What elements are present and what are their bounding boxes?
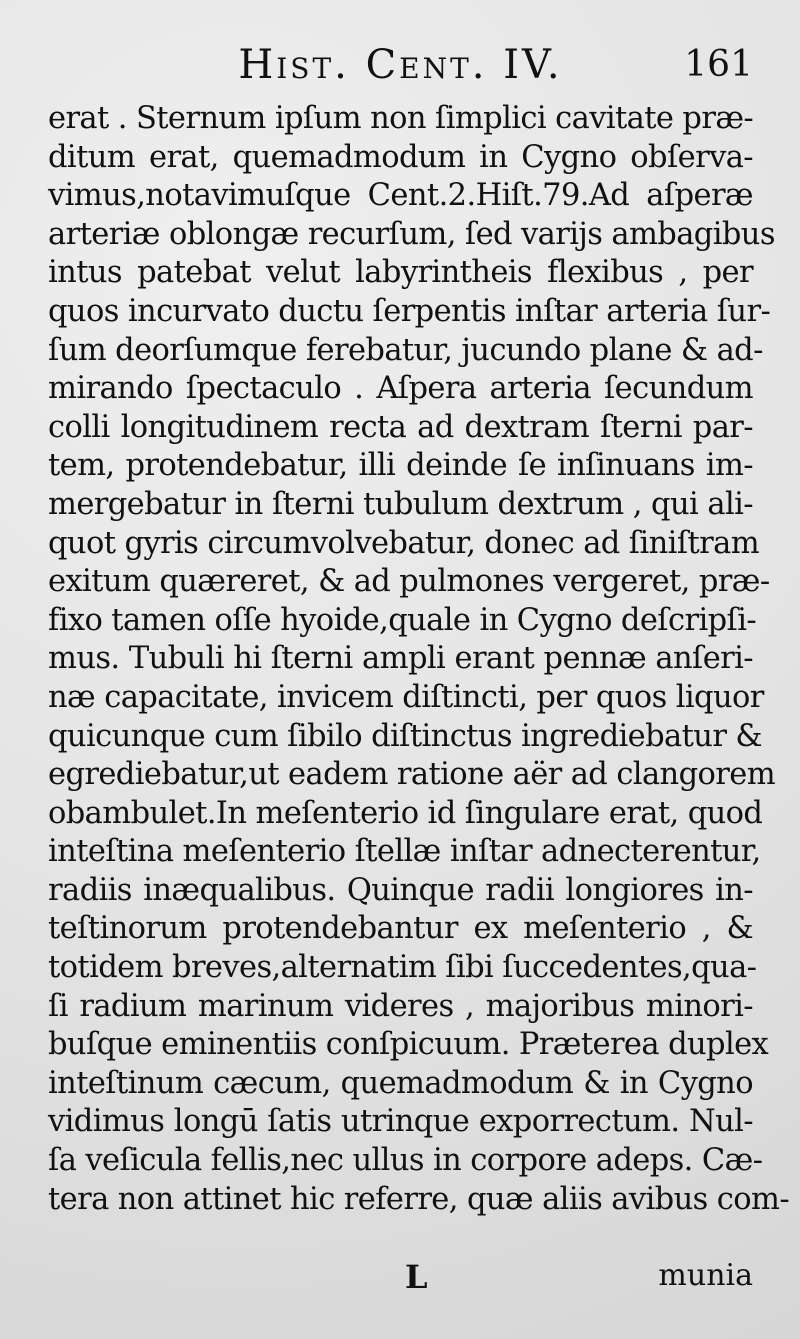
text-line: exitum quæreret, & ad pulmones vergeret, præ- <box>48 564 770 600</box>
text-line: tem, protendebatur, illi deinde ſe inſinuans im- <box>48 448 753 484</box>
text-line: quot gyris circumvolvebatur, donec ad ſiniſtram <box>48 525 760 561</box>
text-line: obambulet.In meſenterio id ſingulare erat, quod <box>48 795 763 831</box>
text-line: næ capacitate, invicem diſtincti, per quos liquor <box>48 679 764 715</box>
page-footer <box>48 1258 753 1298</box>
text-line: ſi radium marinum videres , majoribus minori- <box>48 988 753 1024</box>
text-line: ſum deorſumque ferebatur, jucundo plane & ad- <box>48 332 763 368</box>
running-head <box>48 42 753 92</box>
text-line: mirando ſpectaculo . Aſpera arteria ſecundum <box>48 371 753 407</box>
body-text <box>48 100 790 1219</box>
text-line: radiis inæqualibus. Quinque radii longiores in- <box>48 872 753 908</box>
text-line: erat . Sternum ipſum non ſimplici cavitate præ- <box>48 101 754 136</box>
text-line: egrediebatur,ut eadem ratione aër ad clangorem <box>48 757 776 793</box>
text-line: mergebatur in ſterni tubulum dextrum , qui ali- <box>48 486 753 522</box>
text-line: mus. Tubuli hi ſterni ampli erant pennæ anſeri- <box>48 641 753 677</box>
text-line: arteriæ oblongæ recurſum, ſed varijs ambagibus <box>48 216 775 252</box>
page-number: 161 <box>684 44 753 85</box>
text-line: teſtinorum protendebantur ex meſenterio , & <box>48 911 753 947</box>
text-line: intus patebat velut labyrintheis flexibus , per <box>48 255 753 291</box>
signature-mark: L <box>405 1258 428 1296</box>
text-line: ſa veſicula fellis,nec ullus in corpore adeps. Cæ- <box>48 1143 763 1179</box>
text-line: colli longitudinem recta ad dextram ſterni par- <box>48 409 753 445</box>
text-line: quicunque cum ſibilo diſtinctus ingrediebatur & <box>48 718 762 754</box>
text-line: inteſtina meſenterio ſtellæ inſtar adnecterentur, <box>48 834 761 870</box>
running-title: Hist. Cent. IV. <box>238 42 563 88</box>
text-line: vidimus longū ſatis utrinque exporrectum. Nul- <box>48 1104 753 1140</box>
text-line: fixo tamen oſſe hyoide,quale in Cygno deſcripſi- <box>48 602 757 638</box>
text-line: quos incurvato ductu ſerpentis inſtar arteria ſur- <box>48 293 771 329</box>
text-line: tera non attinet hic referre, quæ aliis avibus com- <box>48 1181 790 1217</box>
text-line: totidem breves,alternatim ſibi ſuccedentes,qua- <box>48 950 757 986</box>
text-line: inteſtinum cæcum, quemadmodum & in Cygno <box>48 1065 753 1101</box>
text-line: vimus,notavimuſque Cent.2.Hiſt.79.Ad aſperæ <box>48 178 753 214</box>
text-line: buſque eminentiis conſpicuum. Præterea duplex <box>48 1027 769 1063</box>
catchword: munia <box>658 1258 753 1293</box>
text-line: ditum erat, quemadmodum in Cygno obſerva- <box>48 139 753 175</box>
